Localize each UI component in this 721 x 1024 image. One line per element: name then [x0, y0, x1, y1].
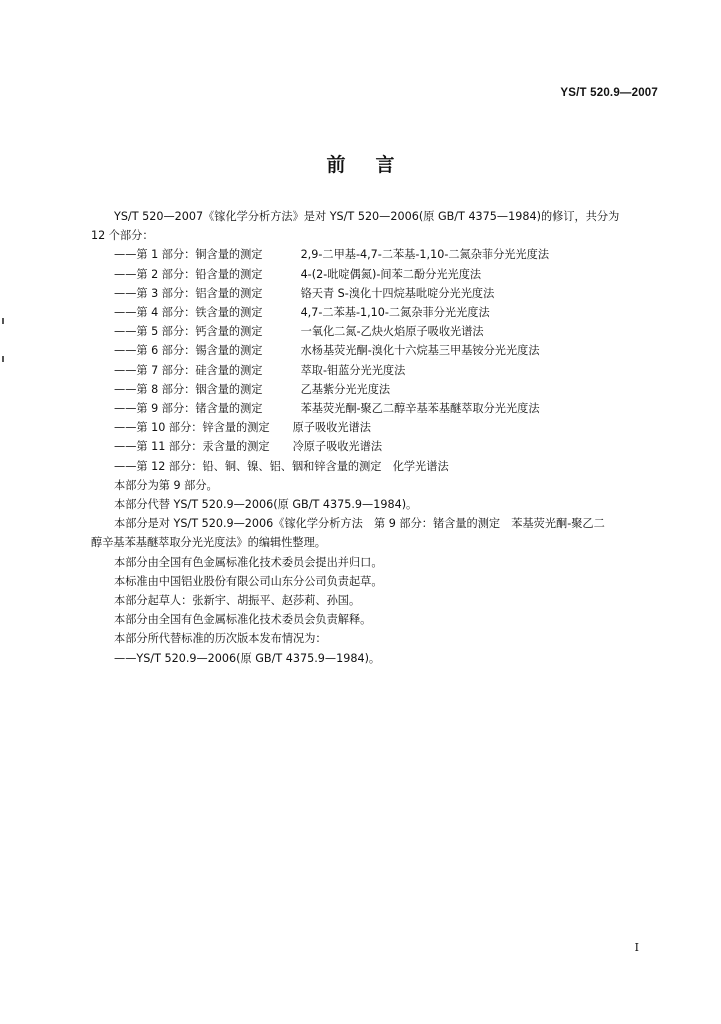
paragraph: 醇辛基苯基醚萃取分光光度法》的编辑性整理。 — [91, 536, 326, 550]
part-name: ——第 9 部分：锗含量的测定 — [114, 402, 263, 416]
part-method: 化学光谱法 — [392, 459, 449, 473]
list-item — [91, 399, 653, 418]
part-method: 2,9-二甲基-4,7-二苯基-1,10-二氮杂菲分光光度法 — [300, 248, 550, 262]
part-method: 铬天青 S-溴化十四烷基吡啶分光光度法 — [300, 286, 495, 300]
part-method: 4,7-二苯基-1,10-二氮杂菲分光光度法 — [300, 306, 490, 320]
part-name: ——第 11 部分：汞含量的测定 — [114, 440, 270, 454]
parts-list — [91, 245, 653, 475]
paragraph: 本部分由全国有色金属标准化技术委员会提出并归口。 — [114, 555, 383, 569]
list-item — [91, 322, 653, 341]
part-method: 萃取-钼蓝分光光度法 — [300, 363, 406, 377]
part-method: 一氧化二氮-乙炔火焰原子吸收光谱法 — [300, 325, 484, 339]
list-item — [91, 380, 653, 399]
part-name: ——第 4 部分：铁含量的测定 — [114, 306, 263, 320]
document-body — [91, 207, 653, 668]
scan-mark — [2, 356, 4, 362]
list-item — [91, 457, 653, 476]
paragraph: 本部分由全国有色金属标准化技术委员会负责解释。 — [114, 613, 372, 627]
part-name: ——第 7 部分：硅含量的测定 — [114, 363, 263, 377]
paragraph: 本部分代替 YS/T 520.9—2006(原 GB/T 4375.9—1984)。 — [114, 498, 418, 512]
page-title — [0, 150, 721, 177]
part-method: 水杨基荧光酮-溴化十六烷基三甲基铵分光光度法 — [300, 344, 540, 358]
list-item — [91, 245, 653, 264]
title-char-1: 前 — [326, 154, 346, 176]
part-name: ——第 1 部分：铜含量的测定 — [114, 248, 263, 262]
intro-line-1: YS/T 520—2007《镓化学分析方法》是对 YS/T 520—2006(原 GB/T 4375—1984)的修订，共分为 — [114, 210, 620, 223]
part-name: ——第 12 部分：铅、铜、镍、铝、铟和锌含量的测定 — [114, 459, 382, 473]
paragraph: 本部分所代替标准的历次版本发布情况为： — [114, 632, 327, 646]
paragraph: 本部分为第 9 部分。 — [114, 478, 218, 492]
paragraph: 本部分是对 YS/T 520.9—2006《镓化学分析方法 第 9 部分：锗含量的测定 苯基荧光酮-聚乙二 — [114, 517, 605, 531]
part-method: 4-(2-吡啶偶氮)-间苯二酚分光光度法 — [300, 267, 482, 281]
paragraph: ——YS/T 520.9—2006(原 GB/T 4375.9—1984)。 — [114, 651, 381, 665]
part-method: 冷原子吸收光谱法 — [292, 440, 383, 454]
part-name: ——第 2 部分：铅含量的测定 — [114, 267, 263, 281]
part-name: ——第 8 部分：铟含量的测定 — [114, 382, 263, 396]
list-item — [91, 418, 653, 437]
scan-mark — [2, 318, 4, 324]
part-name: ——第 3 部分：铝含量的测定 — [114, 286, 263, 300]
part-name: ——第 6 部分：锡含量的测定 — [114, 344, 263, 358]
paragraph: 本部分起草人：张新宇、胡振平、赵莎莉、孙国。 — [114, 594, 361, 608]
list-item — [91, 437, 653, 456]
list-item — [91, 341, 653, 360]
list-item — [91, 303, 653, 322]
list-item — [91, 265, 653, 284]
list-item — [91, 361, 653, 380]
intro-line-2: 12 个部分： — [91, 229, 154, 243]
part-method: 苯基荧光酮-聚乙二醇辛基苯基醚萃取分光光度法 — [300, 402, 540, 416]
part-method: 原子吸收光谱法 — [292, 421, 371, 435]
part-name: ——第 10 部分：锌含量的测定 — [114, 421, 270, 435]
part-name: ——第 5 部分：钙含量的测定 — [114, 325, 263, 339]
part-method: 乙基紫分光光度法 — [300, 382, 391, 396]
standard-code: YS/T 520.9—2007 — [560, 87, 658, 99]
title-char-2: 言 — [375, 154, 395, 176]
paragraph: 本标准由中国铝业股份有限公司山东分公司负责起草。 — [114, 574, 383, 588]
list-item — [91, 284, 653, 303]
page-number: I — [634, 941, 639, 954]
